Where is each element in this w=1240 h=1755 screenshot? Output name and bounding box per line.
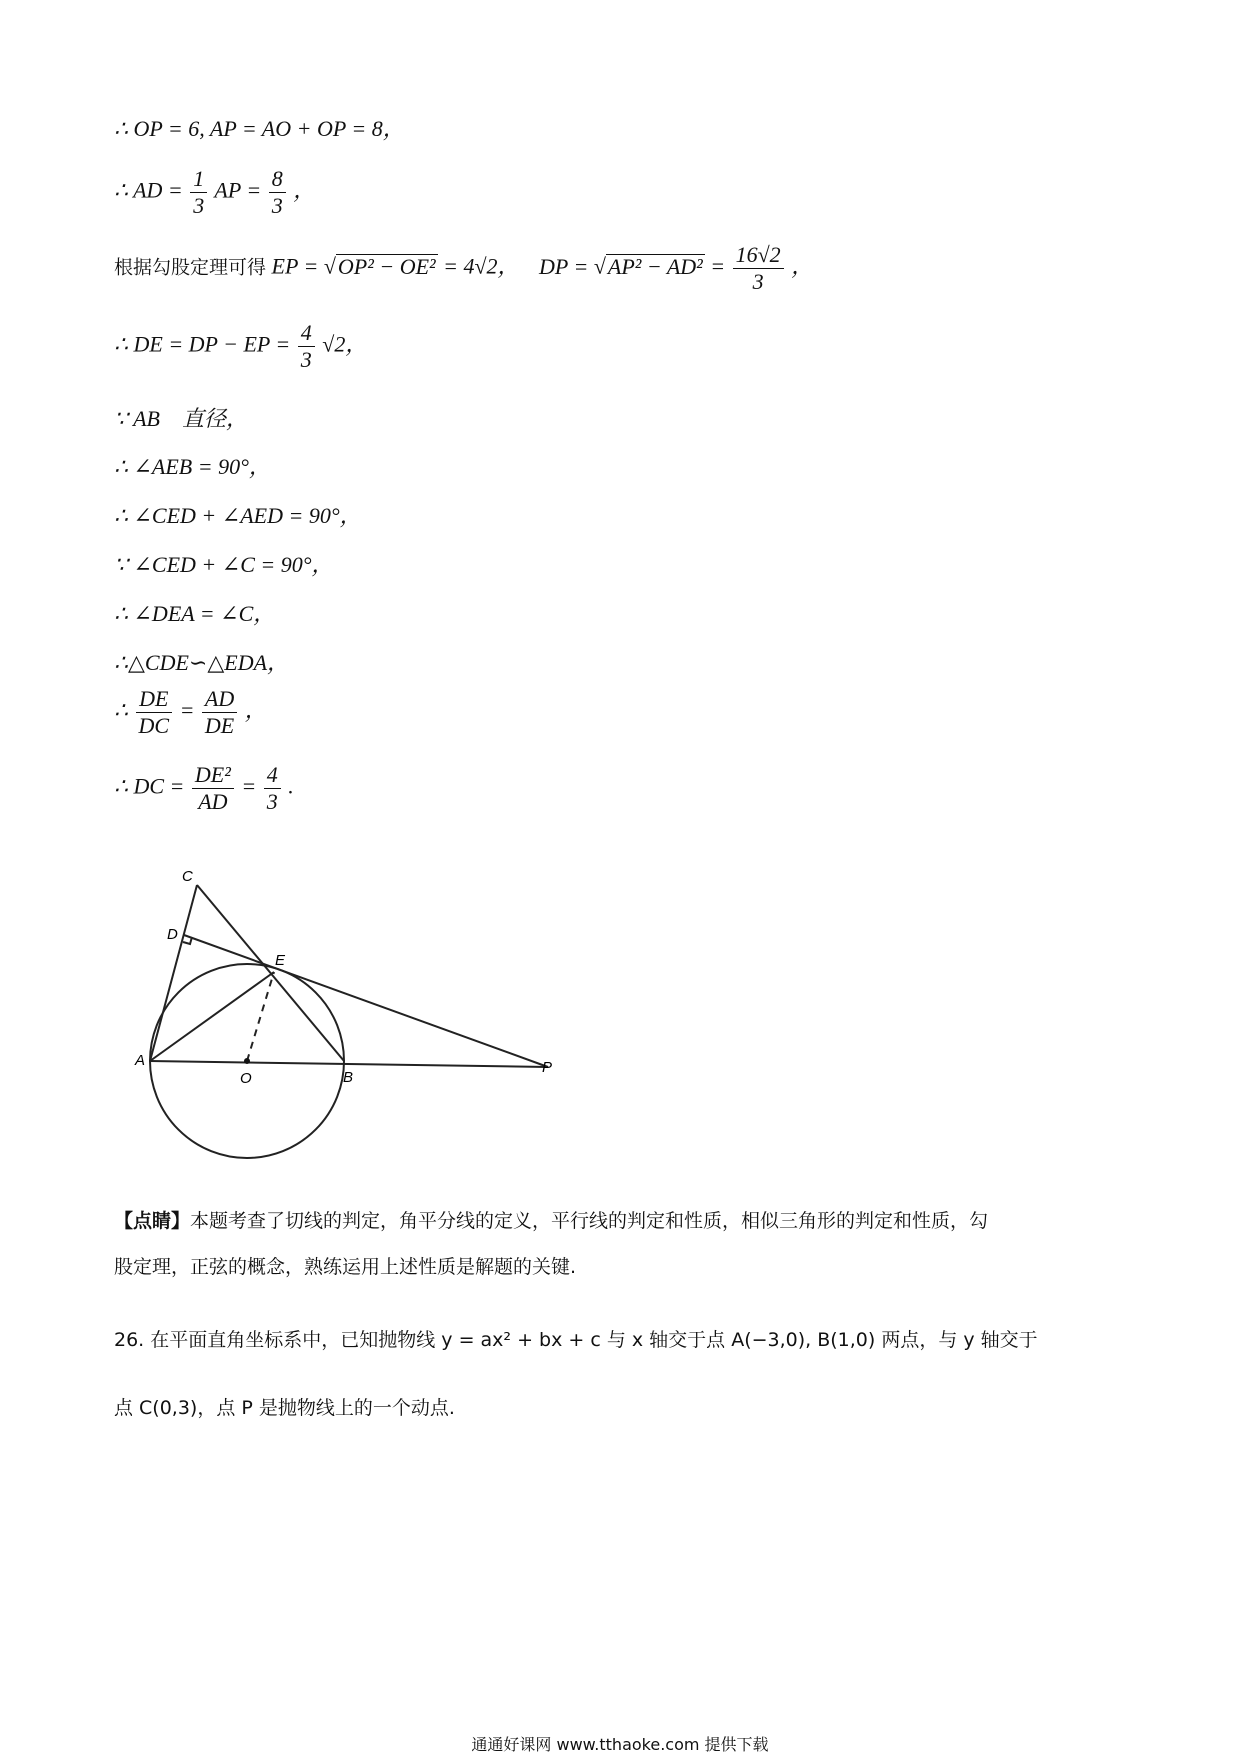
dianjing-line-1 [114,1198,1124,1244]
dianjing-text: 本题考查了切线的判定，角平分线的定义，平行线的判定和性质，相似三角形的判定和性质，勾 [190,1210,989,1232]
proof-line-aeb: ∴ ∠AEB = 90°， [114,454,271,479]
text: ∴ AD = [114,177,183,203]
proof-line-similar: ∴△CDE∽△EDA， [114,650,290,675]
denominator: 3 [193,193,205,218]
denominator: 3 [271,193,283,218]
geometry-figure [130,865,570,1170]
text: ∴ [114,697,128,723]
proof-line-de [114,320,367,373]
dianjing-paragraph [114,1198,1124,1290]
proof-line-pythagoras: 根据勾股定理可得 EP = √OP² − OE² = 4√2， DP = √AP² − AD² = $\frac{16√2}{3}$ ， [114,242,814,294]
point-o-dot [244,1058,250,1064]
segment-cb [197,885,344,1061]
numerator: 1 [190,166,207,193]
segment-ap [150,1061,548,1067]
proof-line-ad [114,166,315,219]
proof-line-ced-c: ∵ ∠CED + ∠C = 90°， [114,552,334,577]
denominator: 3 [266,789,278,814]
text: ∴ DE = DP − EP = [114,331,291,357]
denominator: DE [204,713,235,738]
fraction [136,686,173,739]
question-26-line-2: 点 C(0,3)，点 P 是抛物线上的一个动点. [114,1397,455,1419]
dianjing-line-2: 股定理，正弦的概念，熟练运用上述性质是解题的关键. [114,1256,577,1278]
segment-oe-dashed [247,972,274,1061]
question-26 [114,1306,1124,1442]
text: ， [791,253,814,279]
label-p: P [542,1059,553,1076]
proof-line-ratio [114,686,267,739]
numerator: 8 [269,166,286,193]
denominator: 3 [752,269,764,294]
label-b: B [343,1069,354,1086]
segment-ac [150,885,197,1061]
fraction [269,166,286,219]
text: = [179,697,195,723]
proof-line-ced-aed: ∴ ∠CED + ∠AED = 90°， [114,503,362,528]
question-26-line-1: 26. 在平面直角坐标系中，已知抛物线 y = ax² + bx + c 与 x 轴交于点 A(−3,0), B(1,0) 两点，与 y 轴交于 [114,1329,1038,1351]
proof-line-op-ap: ∴ OP = 6, AP = AO + OP = 8， [114,116,405,141]
numerator: DE [136,686,173,713]
fraction [298,320,315,373]
text: ∴ DC = [114,773,185,799]
text: ， [244,697,267,723]
numerator: 4 [298,320,315,347]
text: = [710,253,726,279]
text: AP = [214,177,262,203]
label-e: E [275,952,286,969]
proof-line-dea: ∴ ∠DEA = ∠C， [114,601,276,626]
denominator: 3 [300,347,312,372]
sqrt: AP² − AD² [607,253,703,279]
page-footer: 通通好课网 www.tthaoke.com 提供下载 [471,1735,769,1754]
fraction [264,762,281,815]
denominator: AD [198,789,228,814]
text: ， [293,177,316,203]
segment-dp [184,935,548,1067]
segment-ae [150,972,274,1061]
text: EP = [271,253,319,279]
proof-line-dc [114,762,294,815]
label-c: C [182,868,193,885]
fraction [190,166,207,219]
text: DP = [539,253,589,279]
numerator: DE² [192,762,234,789]
denominator: DC [138,713,170,738]
text: = [241,773,257,799]
text: . [288,773,294,799]
fraction [192,762,234,815]
label-a: A [135,1052,146,1069]
text: = 4√2， [443,253,520,279]
label-d: D [167,926,178,943]
numerator: 16√2 [733,242,784,269]
dianjing-tag: 【点睛】 [114,1210,191,1232]
label-o: O [240,1070,252,1087]
numerator: AD [202,686,237,713]
fraction [202,686,237,739]
text: √2， [322,331,368,357]
text: 根据勾股定理可得 [114,256,267,279]
numerator: 4 [264,762,281,789]
sqrt: OP² − OE² [337,253,436,279]
fraction [733,242,784,295]
proof-line-ab-diameter: ∵ AB 直径， [114,406,248,431]
